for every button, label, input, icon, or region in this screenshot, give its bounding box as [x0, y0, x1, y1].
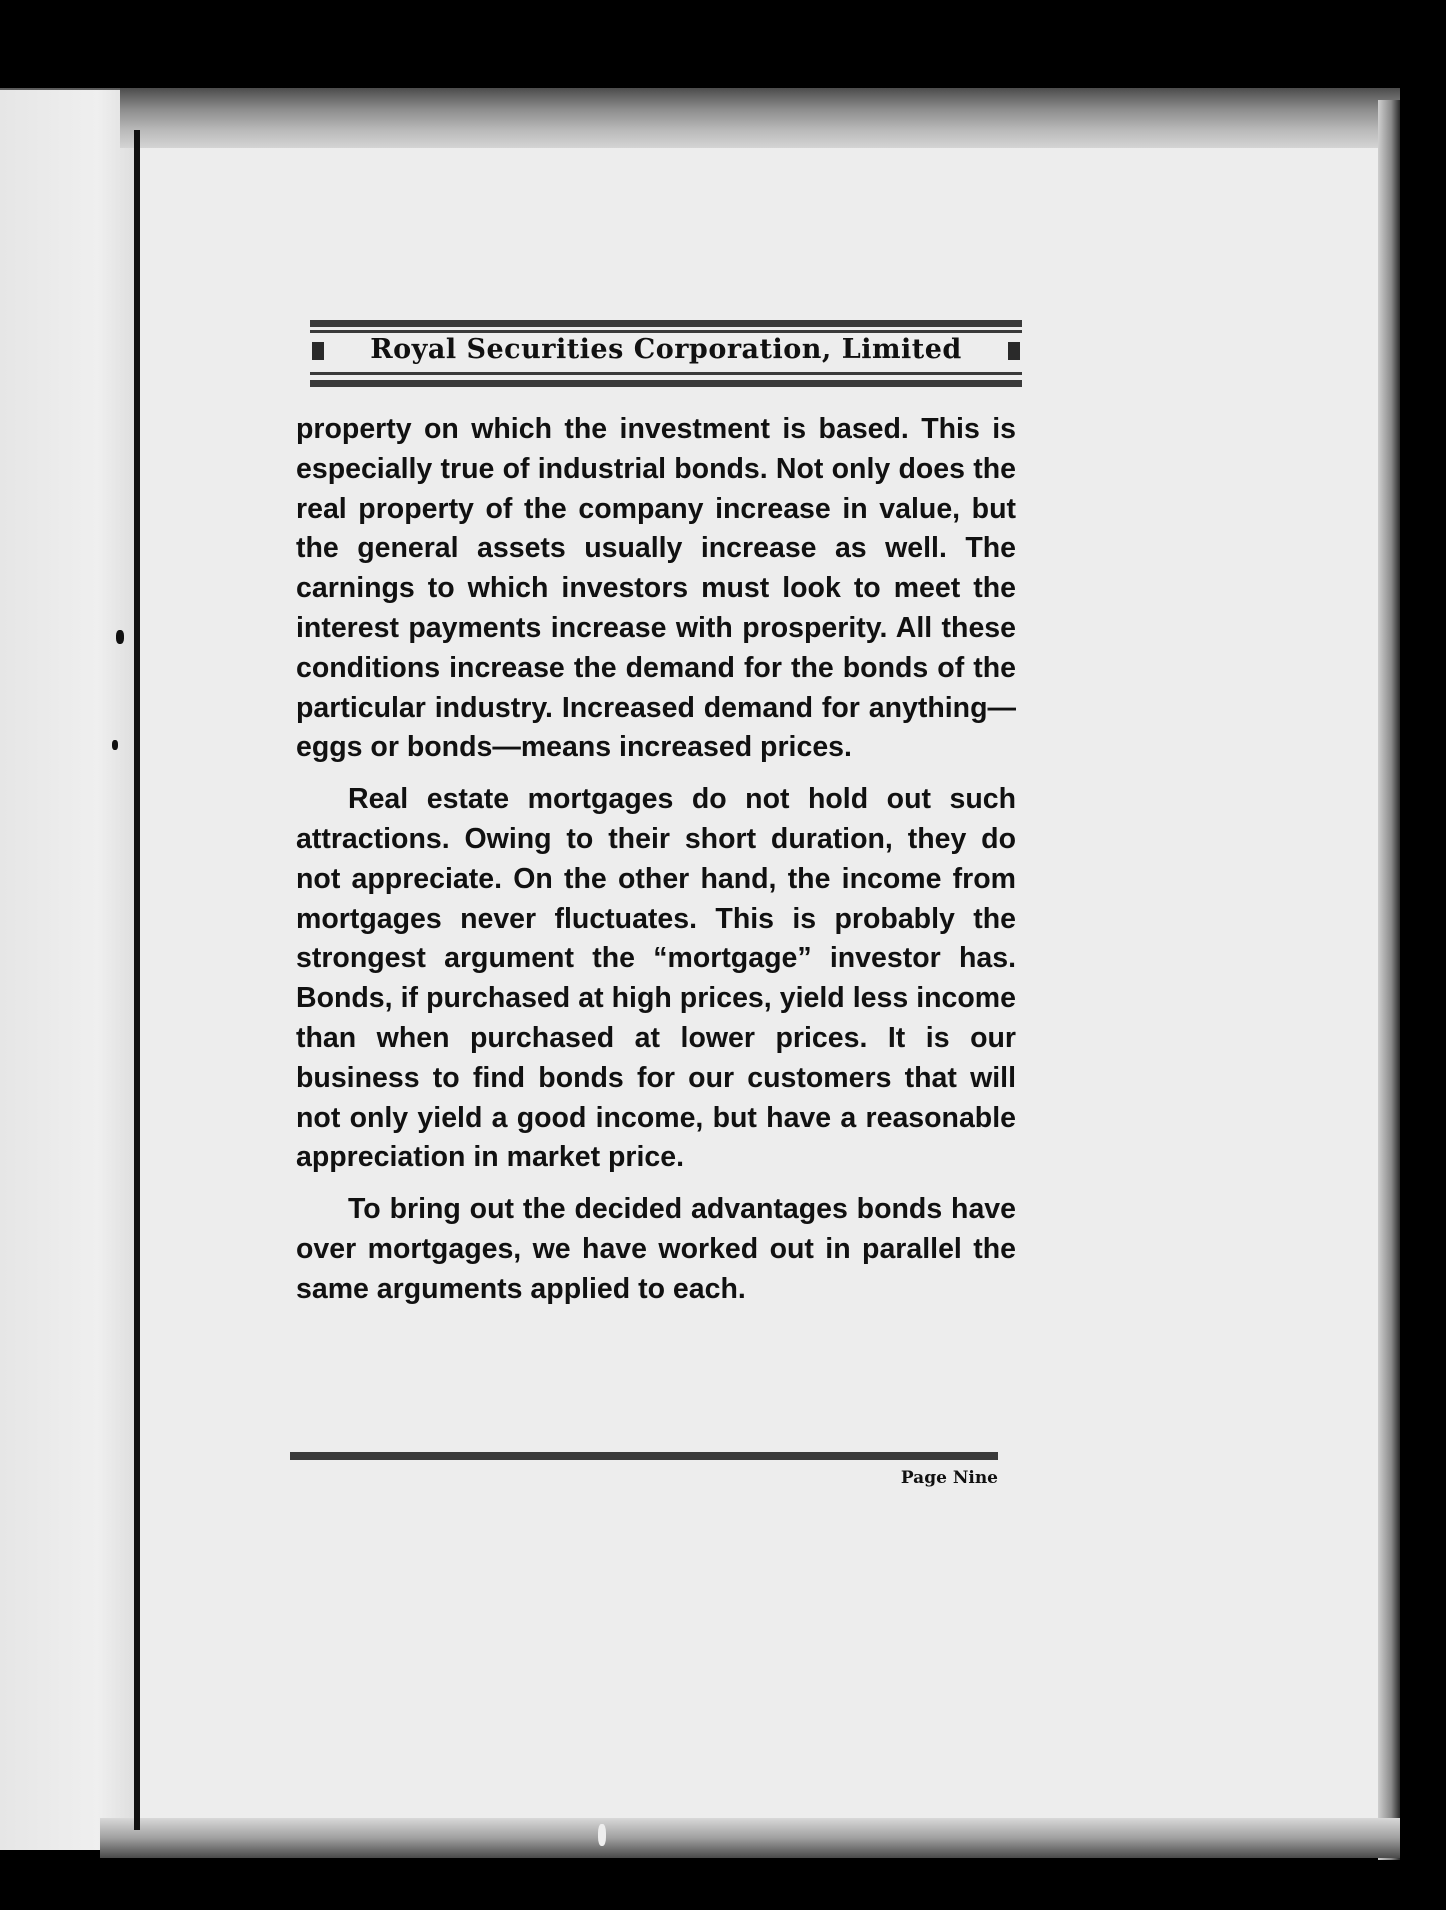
paragraph: To bring out the decided advantages bonds have over mortgages, we have worked out in parallel the same arguments applied to each. — [296, 1193, 1016, 1305]
book-spine — [134, 130, 140, 1830]
left-page — [0, 90, 140, 1850]
page-top-edge — [120, 88, 1400, 148]
page-footer — [290, 1452, 998, 1488]
header-top-rule — [310, 320, 1022, 327]
page-number: Page Nine — [900, 1468, 998, 1488]
header-title: Royal Securities Corporation, Limited — [370, 334, 962, 365]
page-bottom-edge — [100, 1818, 1400, 1858]
binding-mark — [112, 740, 118, 750]
paragraph: Real estate mortgages do not hold out such attractions. Owing to their short duration, they do not appreciate. On the other hand, the income from mortgages never fluctuates. This is probably the strongest argument the “mortgage” investor has. Bonds, if purchased at high prices, yield less income than when purchased at lower prices. It is our business to find bonds for our customers that will not only yield a good income, but have a reasonable appreciation in market price. — [296, 783, 1016, 1174]
binding-mark — [116, 630, 124, 644]
footer-rule — [290, 1452, 998, 1460]
header-bottom-rule-thin — [310, 372, 1022, 375]
body-text — [296, 410, 1016, 1322]
header-top-rule-thin — [310, 330, 1022, 333]
paragraph: property on which the investment is based. This is especially true of industrial bonds. Not only does the real property of the company increase in value, but the general assets usually increase as well. The carnings to which investors must look to meet the interest payments increase with prosperity. All these conditions increase the demand for the bonds of the particular industry. Increased demand for anything—eggs or bonds—means increased prices. — [296, 413, 1016, 764]
binding-mark — [598, 1824, 606, 1846]
header-bottom-rule — [310, 380, 1022, 387]
running-header — [310, 320, 1022, 390]
header-ornament-right-icon — [1008, 342, 1020, 360]
page-right-edge — [1378, 100, 1400, 1860]
